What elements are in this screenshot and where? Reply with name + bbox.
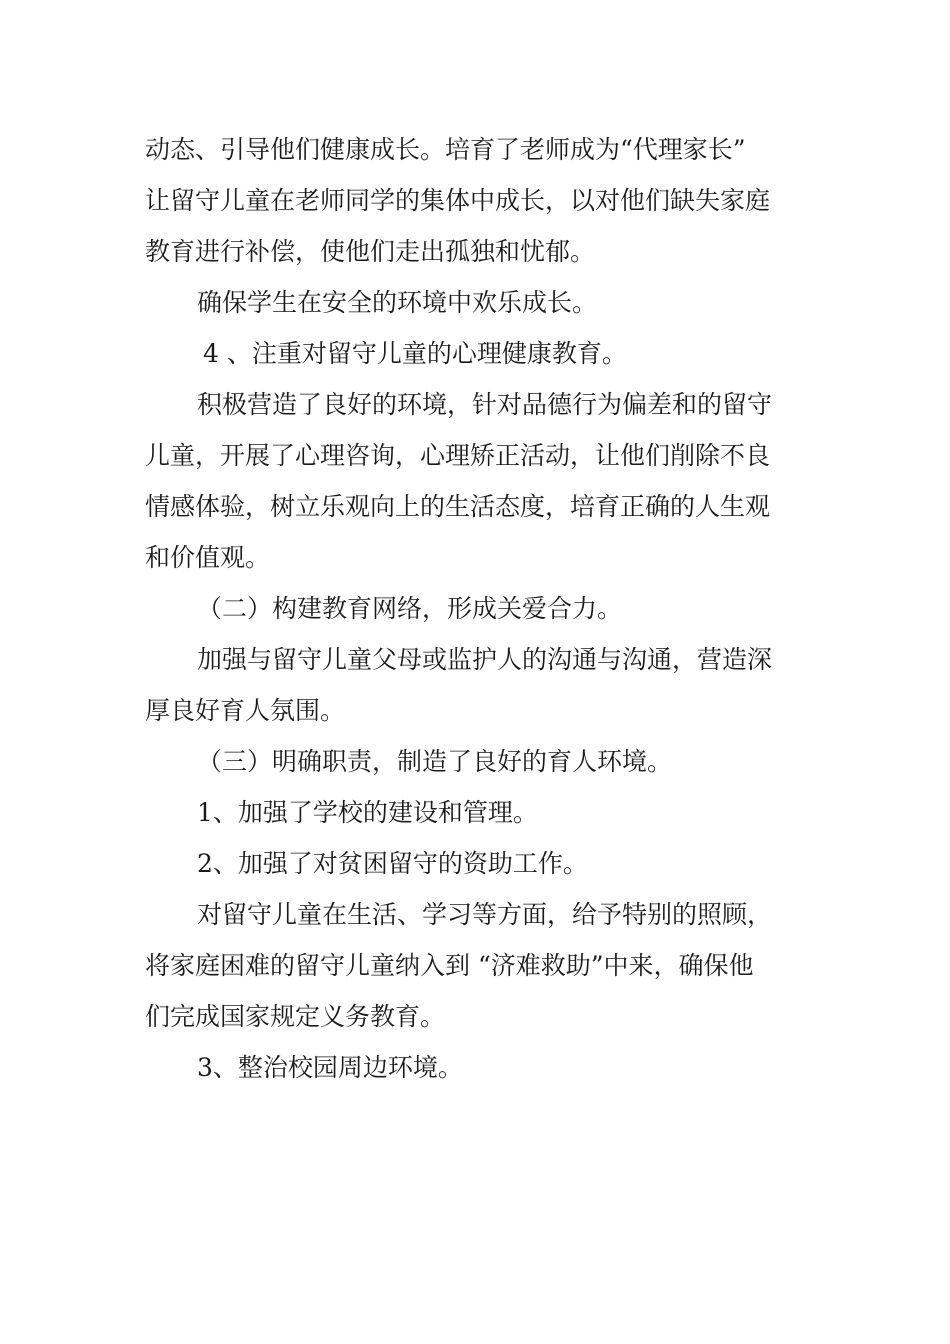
paragraph-line: 确保学生在安全的环境中欢乐成长。	[197, 288, 598, 317]
paragraph-line: 加强与留守儿童父母或监护人的沟通与沟通，营造深	[197, 645, 773, 674]
document-body	[145, 124, 810, 1093]
text-line: 和价值观。	[145, 543, 271, 572]
paragraph-line: 对留守儿童在生活、学习等方面，给予特别的照顾，	[197, 900, 773, 929]
text-line: 们完成国家规定义务教育。	[145, 1002, 446, 1031]
list-item: 2、加强了对贫困留守的资助工作。	[197, 849, 588, 878]
list-item: 3、整治校园周边环境。	[197, 1053, 463, 1082]
text-line: 情感体验，树立乐观向上的生活态度，培育正确的人生观	[145, 492, 771, 521]
text-line: 教育进行补偿，使他们走出孤独和忧郁。	[145, 237, 596, 266]
text-line: 厚良好育人氛围。	[145, 696, 346, 725]
text-line: 儿童，开展了心理咨询，心理矫正活动，让他们削除不良	[145, 441, 771, 470]
section-heading: 4 、注重对留守儿童的心理健康教育。	[203, 339, 627, 368]
section-heading: （三）明确职责，制造了良好的育人环境。	[197, 747, 673, 776]
text-line: 动态、引导他们健康成长。培育了老师成为“代理家长”	[145, 135, 746, 164]
text-line: 将家庭困难的留守儿童纳入到 “济难救助”中来，确保他	[145, 951, 754, 980]
list-item: 1、加强了学校的建设和管理。	[197, 798, 538, 827]
paragraph-line: 积极营造了良好的环境，针对品德行为偏差和的留守	[197, 390, 773, 419]
text-line: 让留守儿童在老师同学的集体中成长，以对他们缺失家庭	[145, 186, 771, 215]
section-heading: （二）构建教育网络，形成关爱合力。	[197, 594, 623, 623]
